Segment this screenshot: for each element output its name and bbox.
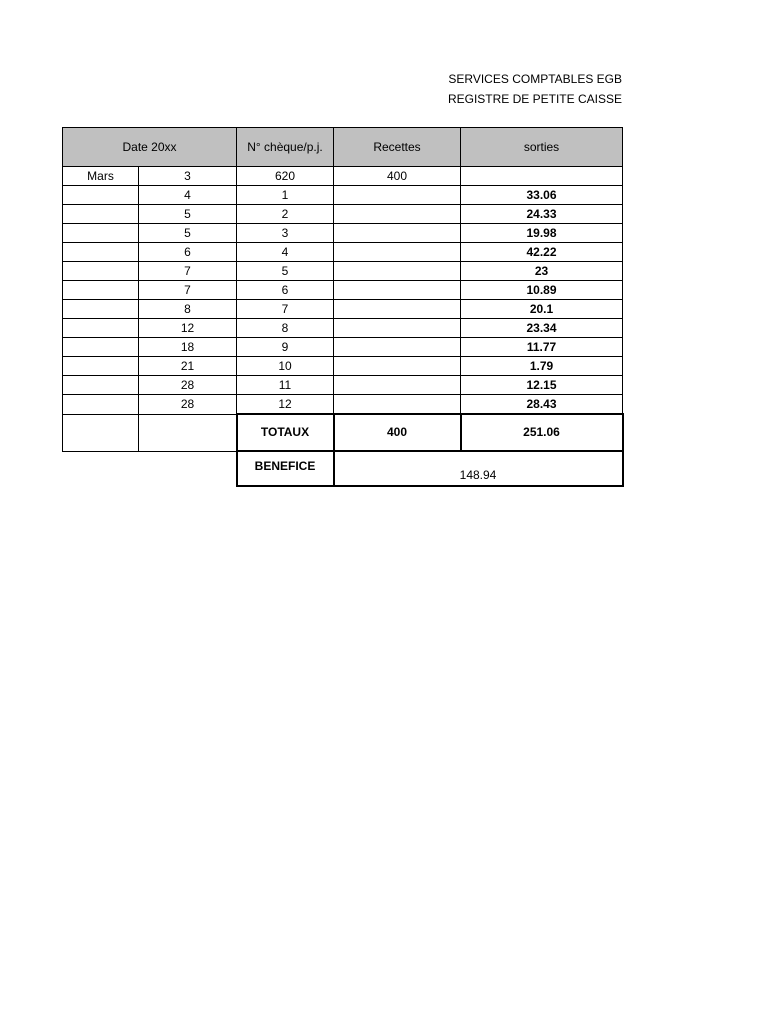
cheque-number-cell: 4 [237, 243, 334, 262]
totals-row [63, 414, 623, 451]
day-cell: 6 [139, 243, 237, 262]
table-row [63, 376, 623, 395]
day-cell: 5 [139, 205, 237, 224]
sortie-cell: 23.34 [461, 319, 623, 338]
totals-recettes: 400 [334, 414, 461, 451]
benefice-row [63, 451, 623, 486]
cheque-number-cell: 10 [237, 357, 334, 376]
day-cell: 5 [139, 224, 237, 243]
sortie-cell: 23 [461, 262, 623, 281]
table-row [63, 224, 623, 243]
table-row [63, 281, 623, 300]
day-cell: 7 [139, 262, 237, 281]
day-cell: 18 [139, 338, 237, 357]
month-cell [63, 357, 139, 376]
month-cell [63, 395, 139, 415]
recette-cell: 400 [334, 167, 461, 186]
cheque-number-cell: 11 [237, 376, 334, 395]
recette-cell [334, 357, 461, 376]
month-cell [63, 262, 139, 281]
cheque-number-cell: 7 [237, 300, 334, 319]
cheque-number-cell: 6 [237, 281, 334, 300]
cheque-number-cell: 2 [237, 205, 334, 224]
month-cell [63, 319, 139, 338]
register-title: REGISTRE DE PETITE CAISSE [447, 92, 622, 106]
day-cell: 12 [139, 319, 237, 338]
sortie-cell: 10.89 [461, 281, 623, 300]
day-cell: 21 [139, 357, 237, 376]
table-row [63, 300, 623, 319]
totals-empty-cell [63, 414, 139, 451]
month-cell [63, 205, 139, 224]
cheque-number-cell: 8 [237, 319, 334, 338]
sortie-cell [461, 167, 623, 186]
recette-cell [334, 319, 461, 338]
sortie-cell: 11.77 [461, 338, 623, 357]
cheque-number-cell: 5 [237, 262, 334, 281]
recette-cell [334, 300, 461, 319]
month-cell [63, 338, 139, 357]
recette-cell [334, 224, 461, 243]
table-row [63, 167, 623, 186]
recette-cell [334, 281, 461, 300]
date-column-header: Date 20xx [63, 128, 237, 167]
day-cell: 4 [139, 186, 237, 205]
month-cell [63, 224, 139, 243]
table-row [63, 319, 623, 338]
month-cell [63, 186, 139, 205]
month-cell [63, 243, 139, 262]
petty-cash-table [62, 127, 624, 487]
recette-cell [334, 338, 461, 357]
cheque-number-cell: 620 [237, 167, 334, 186]
month-cell [63, 300, 139, 319]
table-header-row [63, 128, 623, 167]
day-cell: 28 [139, 376, 237, 395]
recette-cell [334, 376, 461, 395]
benefice-blank-cell [63, 451, 139, 486]
cheque-number-cell: 9 [237, 338, 334, 357]
sortie-cell: 19.98 [461, 224, 623, 243]
table-row [63, 186, 623, 205]
table-row [63, 338, 623, 357]
company-name: SERVICES COMPTABLES EGB [448, 72, 622, 86]
totals-label: TOTAUX [237, 414, 334, 451]
table-row [63, 357, 623, 376]
cheque-column-header: N° chèque/p.j. [237, 128, 334, 167]
recette-cell [334, 262, 461, 281]
recette-cell [334, 243, 461, 262]
month-cell [63, 281, 139, 300]
recette-cell [334, 395, 461, 415]
table-row [63, 262, 623, 281]
benefice-blank-cell [139, 451, 237, 486]
day-cell: 28 [139, 395, 237, 415]
totals-empty-cell [139, 414, 237, 451]
sortie-cell: 33.06 [461, 186, 623, 205]
sortie-cell: 1.79 [461, 357, 623, 376]
recette-cell [334, 186, 461, 205]
table-row [63, 243, 623, 262]
sortie-cell: 42.22 [461, 243, 623, 262]
sortie-cell: 20.1 [461, 300, 623, 319]
recette-cell [334, 205, 461, 224]
month-cell [63, 376, 139, 395]
sorties-column-header: sorties [461, 128, 623, 167]
benefice-value: 148.94 [334, 451, 623, 486]
recettes-column-header: Recettes [334, 128, 461, 167]
day-cell: 3 [139, 167, 237, 186]
table-body [63, 167, 623, 415]
benefice-label: BENEFICE [237, 451, 334, 486]
totals-sorties: 251.06 [461, 414, 623, 451]
sortie-cell: 28.43 [461, 395, 623, 415]
table-row [63, 395, 623, 415]
day-cell: 8 [139, 300, 237, 319]
cheque-number-cell: 12 [237, 395, 334, 415]
month-cell: Mars [63, 167, 139, 186]
sortie-cell: 24.33 [461, 205, 623, 224]
cheque-number-cell: 1 [237, 186, 334, 205]
table-row [63, 205, 623, 224]
cheque-number-cell: 3 [237, 224, 334, 243]
sortie-cell: 12.15 [461, 376, 623, 395]
day-cell: 7 [139, 281, 237, 300]
